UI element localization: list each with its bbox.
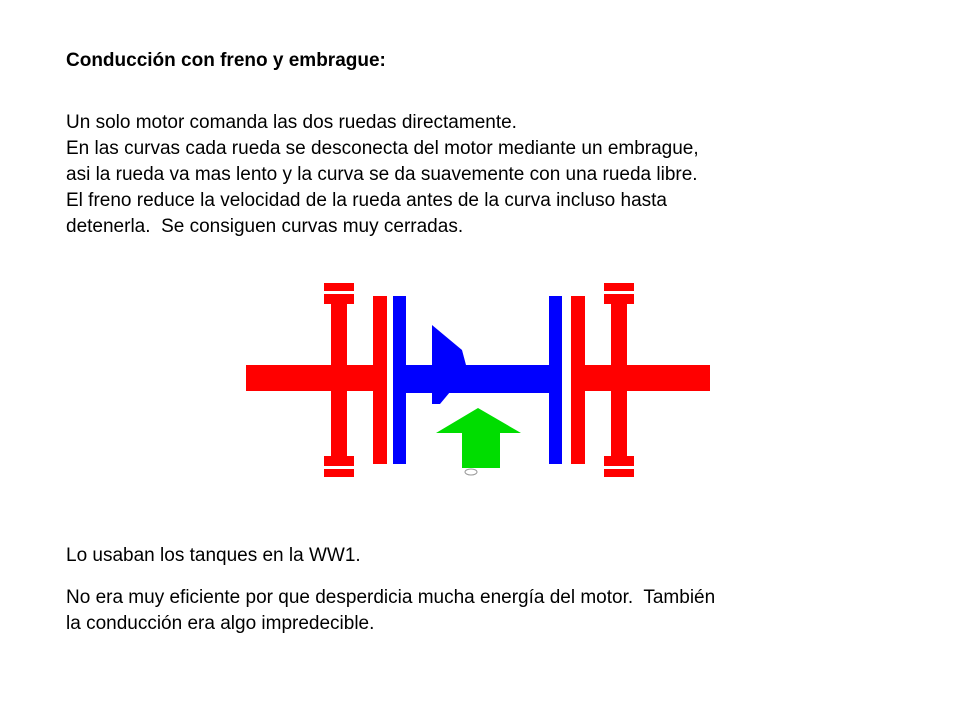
right-axle [572,365,710,391]
page-title: Conducción con freno y embrague: [66,50,386,71]
right-brake-drum-cap-top [604,294,634,304]
description-line: asi la rueda va mas lento y la curva se da suavemente con una rueda libre. [66,164,698,185]
motor-input-shaft [436,408,521,468]
left-clutch-plate [373,296,387,464]
left-clutch-disc [393,296,406,464]
left-wheel-shaft [246,283,387,477]
right-brake-drum-cap-top [604,283,634,291]
description-line: El freno reduce la velocidad de la rueda antes de la curva incluso hasta [66,190,667,211]
left-brake-drum-cap-bottom [324,456,354,466]
right-clutch-plate [571,296,585,464]
left-brake-drum-cap-top [324,294,354,304]
description-line: Un solo motor comanda las dos ruedas directamente. [66,112,517,133]
right-brake-drum-cap-bottom [604,456,634,466]
conclusion-line: la conducción era algo impredecible. [66,613,375,634]
conclusion-paragraph [66,585,926,637]
left-brake-drum [331,304,347,456]
left-brake-drum-cap-bottom [324,469,354,477]
usage-line: Lo usaban los tanques en la WW1. [66,545,361,566]
motor-crossbar [406,365,549,393]
motor-input-shaft-end [465,469,477,475]
right-clutch-disc [549,296,562,464]
description-line: En las curvas cada rueda se desconecta del motor mediante un embrague, [66,138,699,159]
left-axle [246,365,384,391]
usage-paragraph [66,543,926,569]
left-brake-drum-cap-top [324,283,354,291]
right-brake-drum [611,304,627,456]
right-wheel-shaft [571,283,710,477]
right-brake-drum-cap-bottom [604,469,634,477]
conclusion-line: No era muy eficiente por que desperdicia mucha energía del motor. También [66,587,716,608]
description-line: detenerla. Se consiguen curvas muy cerradas. [66,216,464,237]
motor-input [436,408,521,475]
